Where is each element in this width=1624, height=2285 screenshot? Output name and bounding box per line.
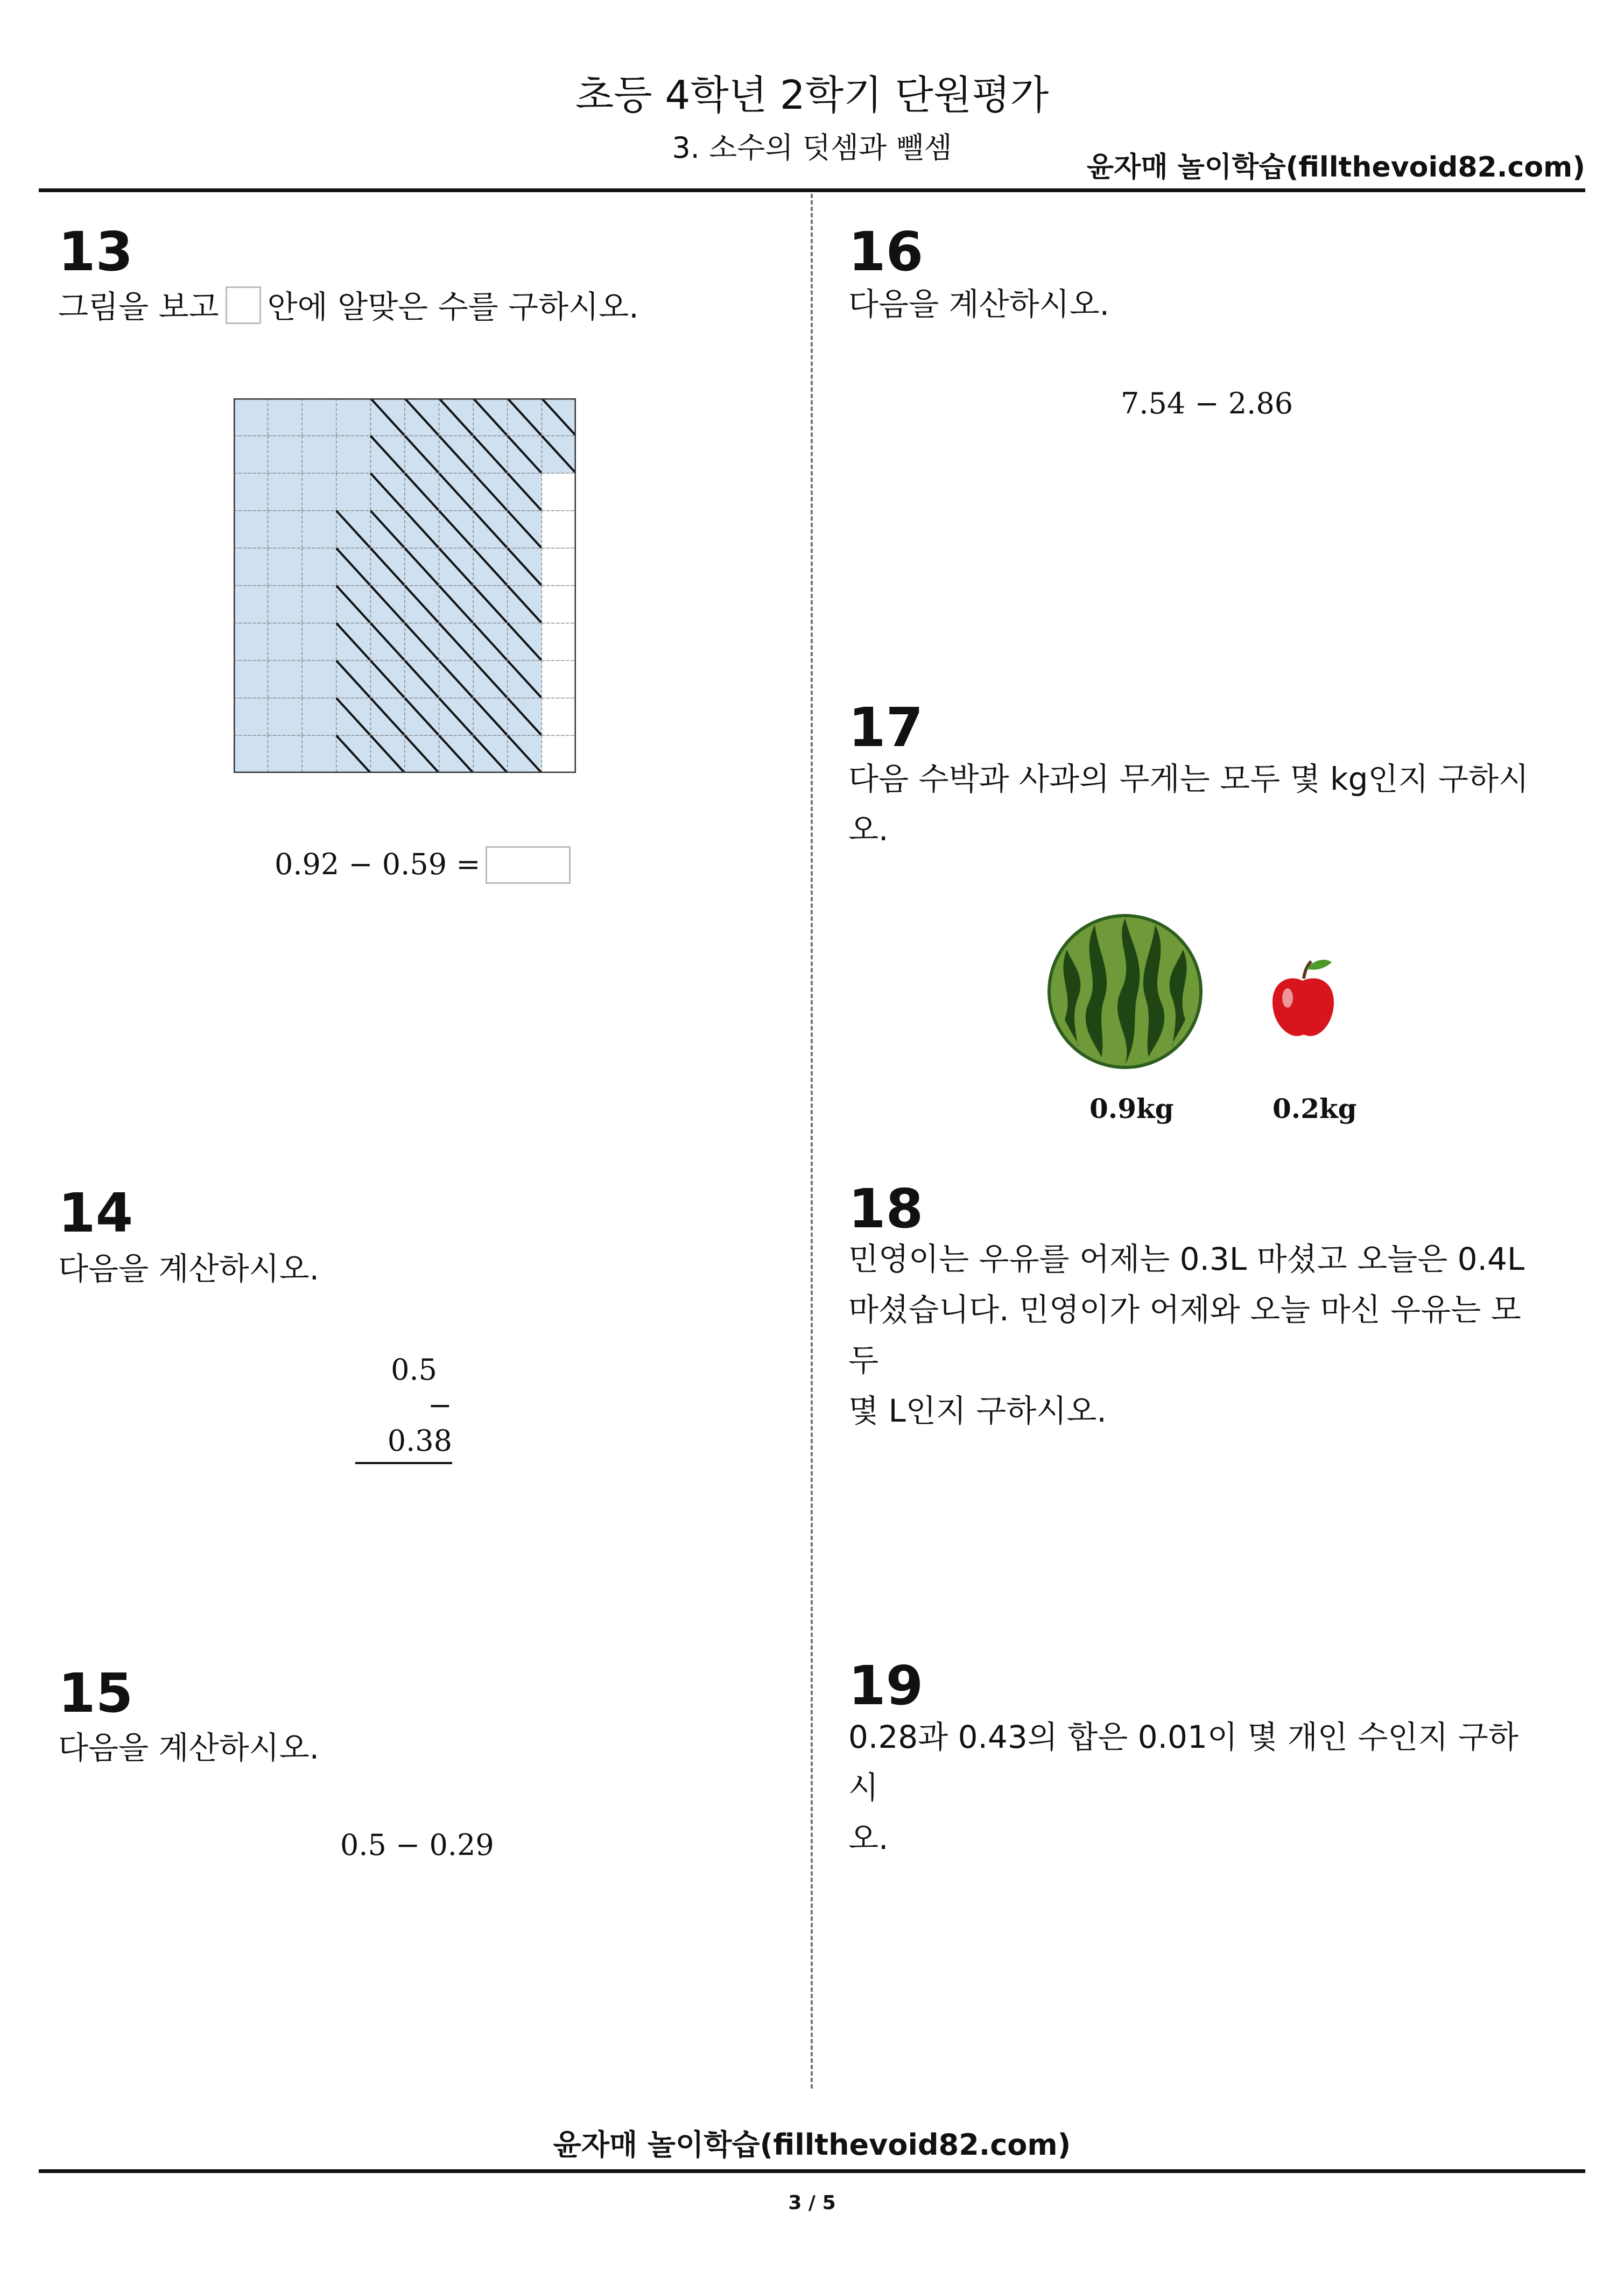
grid-cell-shaded [302,398,336,436]
grid-cell-empty [542,586,576,623]
apple-weight: 0.2kg [1273,1093,1357,1124]
grid-cell-shaded [268,698,303,736]
apple-image [1268,955,1338,1041]
grid-cell-empty [542,735,576,773]
page-number: 3 / 5 [788,2192,836,2214]
question-17-text-line1: 다음 수박과 사과의 무게는 모두 몇 kg인지 구하시 [848,761,1529,797]
decimal-grid-figure [234,398,576,773]
grid-cell-shaded [268,436,303,474]
grid-cell-shaded [234,436,268,474]
question-17-text [848,754,1548,855]
grid-cell-shaded [302,623,336,661]
question-16-text: 다음을 계산하시오. [848,286,1110,322]
question-14-vertical-subtraction [355,1352,452,1464]
grid-cell-shaded [268,473,303,511]
grid-cell-shaded [268,511,303,549]
worksheet-subtitle: 3. 소수의 덧셈과 뺄셈 [672,131,952,165]
question-13-equation [275,846,571,884]
grid-cell-empty [542,623,576,661]
grid-cell-empty [542,548,576,586]
question-14-number: 14 [58,1182,133,1245]
grid-cell-empty [542,473,576,511]
question-14-bottom: − 0.38 [387,1388,452,1458]
decimal-grid [234,398,576,773]
question-14-text: 다음을 계산하시오. [58,1250,320,1287]
grid-cell-shaded [268,586,303,623]
question-18-text-line1: 민영이는 우유를 어제는 0.3L 마셨고 오늘은 0.4L [848,1241,1525,1277]
watermelon-image [1045,912,1205,1071]
grid-cell-shaded [268,623,303,661]
grid-cell-shaded [302,473,336,511]
footer-rule [39,2169,1585,2173]
question-18-number: 18 [848,1177,924,1240]
question-13-text [58,282,758,332]
grid-cell-shaded [234,698,268,736]
grid-cell-shaded [268,398,303,436]
brand-header: 윤자매 놀이학습(fillthevoid82.com) [1086,151,1585,184]
answer-box[interactable] [486,846,571,884]
grid-cell-shaded [268,735,303,773]
question-13-number: 13 [58,220,133,283]
question-15-number: 15 [58,1662,133,1725]
grid-cell-empty [542,698,576,736]
question-19-text [848,1712,1548,1864]
grid-cell-shaded [234,398,268,436]
grid-cell-shaded [302,698,336,736]
grid-cell-shaded [302,660,336,698]
question-14-rule [355,1462,452,1464]
grid-cell-shaded [302,735,336,773]
question-18-text-line2: 마셨습니다. 민영이가 어제와 오늘 마신 우유는 모두 [848,1291,1521,1379]
grid-cell-shaded [234,511,268,549]
worksheet-title: 초등 4학년 2학기 단원평가 [575,72,1049,118]
grid-cell-shaded [234,586,268,623]
grid-cell-shaded [234,548,268,586]
grid-cell-shaded [234,660,268,698]
watermelon-icon [1045,912,1205,1071]
grid-cell-shaded [234,473,268,511]
question-17-text-line2: 오. [848,811,889,848]
question-13-expression: 0.92 − 0.59 = [275,847,481,881]
question-13-text-before: 그림을 보고 [58,289,219,325]
question-19-text-line2: 오. [848,1820,889,1857]
grid-cell-shaded [336,436,371,474]
grid-cell-shaded [302,511,336,549]
grid-cell-shaded [234,735,268,773]
blank-box-icon [226,286,261,324]
question-18-text-line3: 몇 L인지 구하시오. [848,1393,1107,1429]
column-divider [811,194,813,2089]
grid-cell-shaded [234,623,268,661]
apple-icon [1268,955,1338,1041]
question-15-text: 다음을 계산하시오. [58,1729,320,1766]
grid-cell-shaded [268,660,303,698]
grid-cell-empty [542,511,576,549]
question-15-expression: 0.5 − 0.29 [340,1828,494,1862]
brand-footer: 윤자매 놀이학습(fillthevoid82.com) [553,2128,1071,2162]
grid-cell-shaded [336,398,371,436]
grid-cell-shaded [336,473,371,511]
grid-cell-empty [542,660,576,698]
grid-cell-shaded [268,548,303,586]
watermelon-weight: 0.9kg [1089,1093,1174,1124]
question-19-number: 19 [848,1654,924,1717]
question-14-top: 0.5 [391,1353,437,1387]
grid-cell-shaded [302,436,336,474]
question-19-text-line1: 0.28과 0.43의 합은 0.01이 몇 개인 수인지 구하시 [848,1719,1518,1806]
question-16-expression: 7.54 − 2.86 [1121,386,1293,420]
question-17-number: 17 [848,696,924,759]
question-16-number: 16 [848,220,924,283]
grid-cell-shaded [302,548,336,586]
grid-cell-shaded [302,586,336,623]
question-13-text-after: 안에 알맞은 수를 구하시오. [267,289,639,325]
header-rule [39,188,1585,192]
question-18-text [848,1234,1548,1436]
